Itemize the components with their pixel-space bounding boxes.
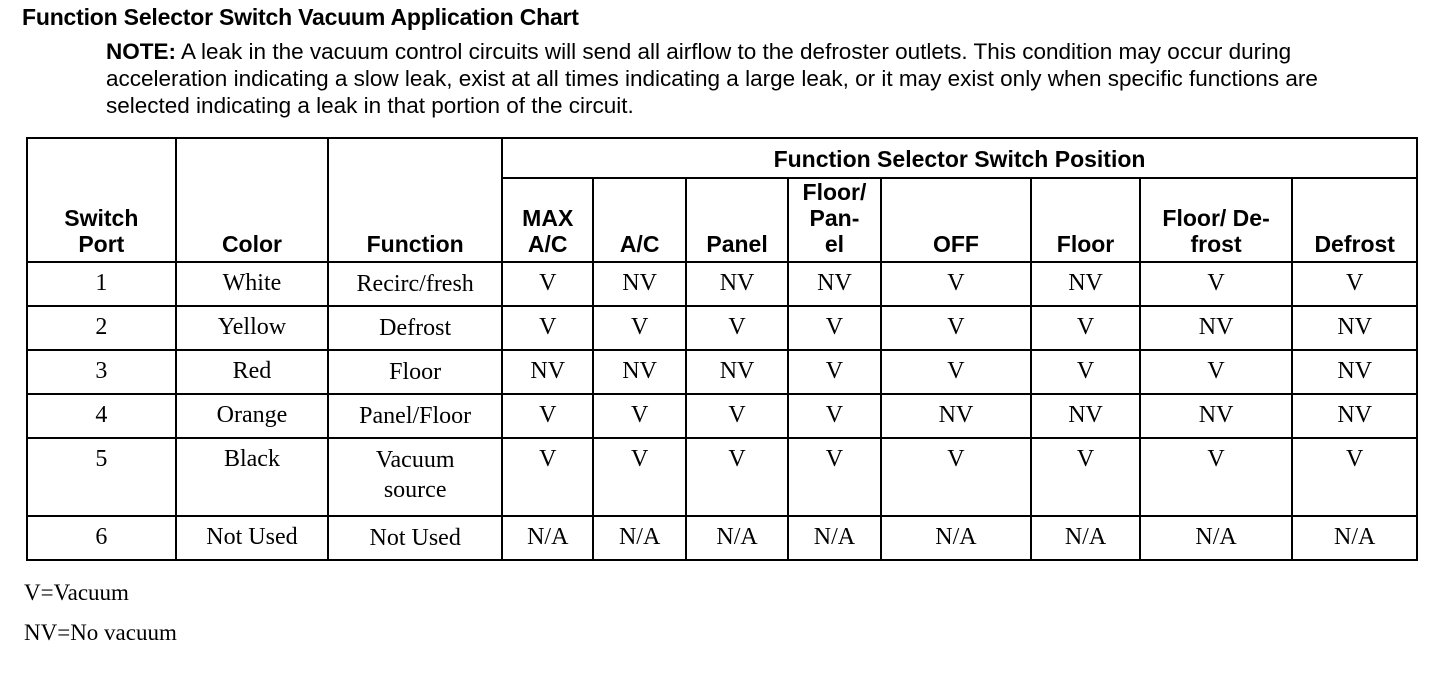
header-position-line: A/C bbox=[619, 231, 660, 257]
cell-function bbox=[328, 394, 502, 438]
cell-vacuum-state: V bbox=[1031, 438, 1139, 515]
cell-function bbox=[328, 516, 502, 560]
header-position-line: Floor/ De- bbox=[1162, 205, 1270, 231]
cell-function bbox=[328, 438, 502, 515]
header-position-line: el bbox=[824, 231, 845, 257]
cell-vacuum-state: V bbox=[593, 438, 685, 515]
table-row bbox=[27, 350, 1417, 394]
cell-switch-port: 3 bbox=[27, 350, 176, 394]
header-function-selector-switch-position: Function Selector Switch Position bbox=[502, 138, 1417, 178]
page-title: Function Selector Switch Vacuum Application Chart bbox=[22, 4, 579, 30]
cell-color: White bbox=[176, 262, 329, 306]
header-position-floor-panel bbox=[788, 178, 880, 262]
cell-vacuum-state: V bbox=[1292, 438, 1417, 515]
cell-switch-port: 6 bbox=[27, 516, 176, 560]
header-position-floor bbox=[1031, 178, 1139, 262]
header-position-line: Panel bbox=[706, 231, 768, 257]
cell-vacuum-state: NV bbox=[502, 350, 593, 394]
cell-vacuum-state: NV bbox=[1140, 306, 1293, 350]
table-row bbox=[27, 516, 1417, 560]
cell-color: Black bbox=[176, 438, 329, 515]
cell-vacuum-state: N/A bbox=[1031, 516, 1139, 560]
cell-switch-port: 5 bbox=[27, 438, 176, 515]
cell-vacuum-state: V bbox=[686, 306, 788, 350]
cell-vacuum-state: V bbox=[1031, 306, 1139, 350]
cell-vacuum-state: V bbox=[686, 438, 788, 515]
cell-vacuum-state: NV bbox=[1031, 262, 1139, 306]
header-position-line: A/C bbox=[527, 231, 568, 257]
cell-vacuum-state: NV bbox=[881, 394, 1032, 438]
cell-vacuum-state: NV bbox=[1292, 394, 1417, 438]
cell-switch-port: 1 bbox=[27, 262, 176, 306]
legend-no-vacuum: NV=No vacuum bbox=[24, 620, 177, 645]
legend-vacuum: V=Vacuum bbox=[24, 580, 129, 605]
table-body bbox=[27, 262, 1417, 560]
cell-vacuum-state: V bbox=[502, 438, 593, 515]
cell-vacuum-state: V bbox=[502, 262, 593, 306]
cell-function-line: Panel/Floor bbox=[359, 403, 472, 430]
header-position-line: frost bbox=[1190, 231, 1242, 257]
cell-vacuum-state: V bbox=[1140, 350, 1293, 394]
cell-switch-port: 2 bbox=[27, 306, 176, 350]
note-label: NOTE: bbox=[106, 39, 176, 64]
cell-vacuum-state: V bbox=[788, 394, 880, 438]
cell-vacuum-state: NV bbox=[1292, 306, 1417, 350]
cell-vacuum-state: V bbox=[881, 262, 1032, 306]
cell-function-line: Defrost bbox=[379, 315, 452, 342]
cell-vacuum-state: V bbox=[502, 306, 593, 350]
header-position-ac bbox=[593, 178, 685, 262]
cell-vacuum-state: NV bbox=[1031, 394, 1139, 438]
cell-vacuum-state: V bbox=[788, 350, 880, 394]
note-paragraph bbox=[106, 38, 1366, 119]
cell-vacuum-state: N/A bbox=[593, 516, 685, 560]
header-position-defrost bbox=[1292, 178, 1417, 262]
cell-color: Not Used bbox=[176, 516, 329, 560]
header-position-floor-defrost bbox=[1140, 178, 1293, 262]
header-switch-port-line: Port bbox=[78, 231, 125, 257]
cell-function-line: Floor bbox=[389, 359, 442, 386]
cell-vacuum-state: V bbox=[788, 438, 880, 515]
cell-vacuum-state: V bbox=[788, 306, 880, 350]
cell-vacuum-state: N/A bbox=[881, 516, 1032, 560]
cell-vacuum-state: V bbox=[881, 350, 1032, 394]
cell-vacuum-state: NV bbox=[686, 350, 788, 394]
cell-color: Red bbox=[176, 350, 329, 394]
table-row bbox=[27, 394, 1417, 438]
cell-vacuum-state: N/A bbox=[686, 516, 788, 560]
cell-vacuum-state: V bbox=[1140, 438, 1293, 515]
cell-vacuum-state: NV bbox=[593, 350, 685, 394]
cell-vacuum-state: NV bbox=[1140, 394, 1293, 438]
cell-vacuum-state: V bbox=[502, 394, 593, 438]
header-position-max-ac bbox=[502, 178, 593, 262]
cell-vacuum-state: N/A bbox=[1292, 516, 1417, 560]
cell-vacuum-state: N/A bbox=[502, 516, 593, 560]
header-position-line: MAX bbox=[522, 205, 574, 231]
cell-function-line: source bbox=[383, 477, 447, 504]
cell-function-line: Vacuum bbox=[375, 447, 455, 474]
vacuum-application-table bbox=[26, 137, 1418, 561]
cell-function bbox=[328, 306, 502, 350]
cell-vacuum-state: NV bbox=[1292, 350, 1417, 394]
cell-vacuum-state: V bbox=[1031, 350, 1139, 394]
header-position-line: Defrost bbox=[1314, 231, 1395, 257]
cell-vacuum-state: NV bbox=[788, 262, 880, 306]
header-position-panel bbox=[686, 178, 788, 262]
header-function: Function bbox=[328, 138, 502, 262]
group-header-row bbox=[27, 138, 1417, 178]
cell-vacuum-state: NV bbox=[593, 262, 685, 306]
header-switch-port-line: Switch bbox=[64, 205, 139, 231]
table-row bbox=[27, 262, 1417, 306]
table-row bbox=[27, 438, 1417, 515]
cell-vacuum-state: V bbox=[881, 306, 1032, 350]
header-position-line: Floor/ bbox=[802, 179, 867, 205]
cell-vacuum-state: V bbox=[881, 438, 1032, 515]
header-position-line: OFF bbox=[932, 231, 979, 257]
cell-vacuum-state: V bbox=[1292, 262, 1417, 306]
header-color: Color bbox=[176, 138, 329, 262]
cell-vacuum-state: N/A bbox=[788, 516, 880, 560]
table-row bbox=[27, 306, 1417, 350]
cell-function-line: Recirc/fresh bbox=[356, 271, 474, 297]
cell-vacuum-state: V bbox=[593, 394, 685, 438]
header-position-off bbox=[881, 178, 1032, 262]
cell-color: Yellow bbox=[176, 306, 329, 350]
cell-function bbox=[328, 262, 502, 306]
header-switch-port bbox=[27, 138, 176, 262]
cell-vacuum-state: V bbox=[593, 306, 685, 350]
cell-vacuum-state: V bbox=[686, 394, 788, 438]
cell-function-line: Not Used bbox=[369, 524, 461, 551]
header-position-line: Pan- bbox=[809, 205, 860, 231]
cell-switch-port: 4 bbox=[27, 394, 176, 438]
cell-vacuum-state: N/A bbox=[1140, 516, 1293, 560]
cell-vacuum-state: V bbox=[1140, 262, 1293, 306]
header-position-line: Floor bbox=[1056, 231, 1115, 257]
note-text: A leak in the vacuum control circuits will send all airflow to the defroster outlets. This condition may occur during acceleration indicating a slow leak, exist at all times indicating a large leak, or it may exist only when specific functions are selected indicating a leak in that portion of the circuit. bbox=[106, 39, 1318, 118]
cell-function bbox=[328, 350, 502, 394]
cell-color: Orange bbox=[176, 394, 329, 438]
cell-vacuum-state: NV bbox=[686, 262, 788, 306]
